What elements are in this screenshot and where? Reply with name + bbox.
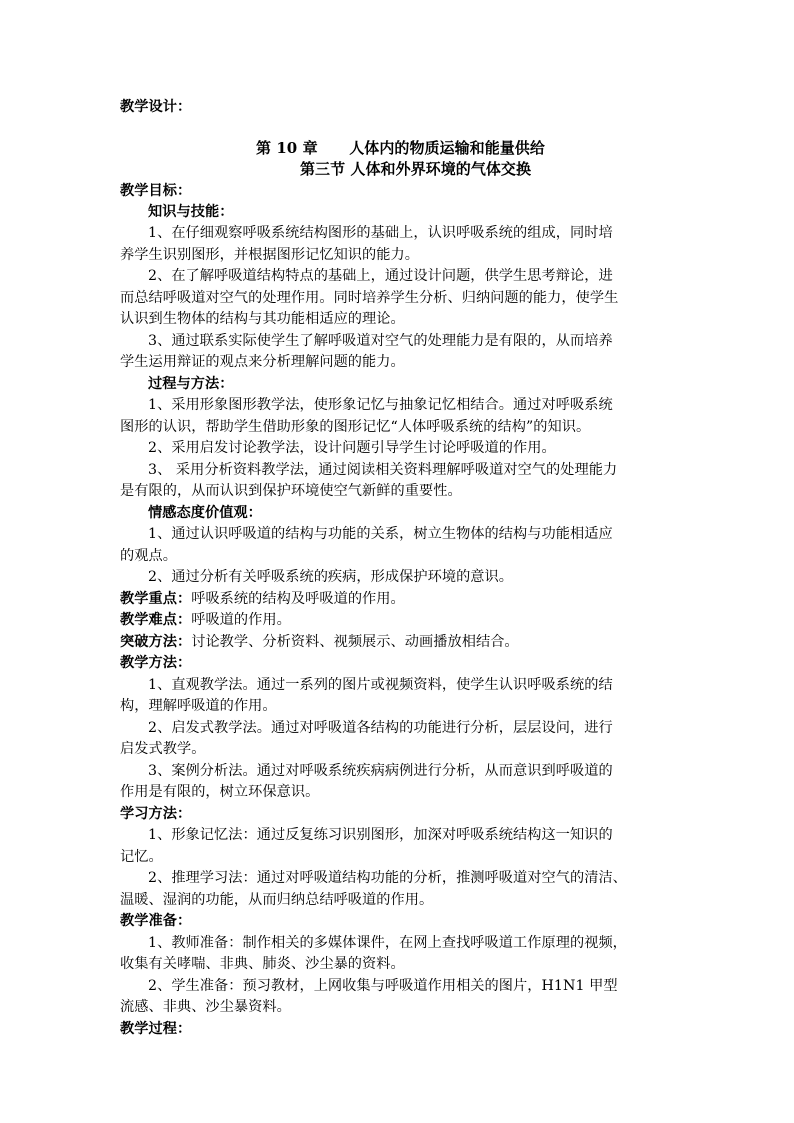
chapter-title: 第 10 章 人体内的物质运输和能量供给	[256, 139, 545, 157]
paragraph-line: 的观点。	[120, 548, 177, 564]
preparation-label: 教学准备：	[120, 913, 192, 929]
key-points-label: 教学重点：	[120, 591, 192, 607]
teaching-methods-label: 教学方法：	[120, 655, 192, 671]
paragraph-line: 1、采用形象图形教学法，使形象记忆与抽象记忆相结合。通过对呼吸系统	[148, 397, 613, 413]
paragraph-line: 2、启发式教学法。通过对呼吸道各结构的功能进行分析，层层设问，进行	[148, 720, 613, 736]
paragraph-line: 启发式教学。	[120, 741, 206, 757]
paragraph-line: 作用是有限的，树立环保意识。	[120, 784, 320, 800]
paragraph-line: 2、采用启发讨论教学法，设计问题引导学生讨论呼吸道的作用。	[148, 440, 556, 456]
objectives-label: 教学目标：	[120, 183, 192, 199]
paragraph-line: 收集有关哮喘、非典、肺炎、沙尘暴的资料。	[120, 956, 405, 972]
paragraph-line: 流感、非典、沙尘暴资料。	[120, 999, 291, 1015]
breakthrough	[120, 631, 690, 653]
paragraph-line: 1、通过认识呼吸道的结构与功能的关系，树立生物体的结构与功能相适应	[148, 526, 613, 542]
paragraph-line: 3、 采用分析资料教学法，通过阅读相关资料理解呼吸道对空气的处理能力	[148, 462, 618, 478]
learning-methods-label: 学习方法：	[120, 806, 192, 822]
paragraph-line: 而总结呼吸道对空气的处理作用。同时培养学生分析、归纳问题的能力，使学生	[120, 290, 619, 306]
key-points-text: 呼吸系统的结构及呼吸道的作用。	[191, 591, 405, 607]
breakthrough-text: 讨论教学、分析资料、视频展示、动画播放相结合。	[191, 634, 519, 650]
paragraph-line: 1、直观教学法。通过一系列的图片或视频资料，使学生认识呼吸系统的结	[148, 677, 613, 693]
paragraph-line: 2、学生准备：预习教材，上网收集与呼吸道作用相关的图片，H1N1 甲型	[148, 978, 618, 994]
difficulty-text: 呼吸道的作用。	[191, 612, 291, 628]
paragraph-line: 3、案例分析法。通过对呼吸系统疾病病例进行分析，从而意识到呼吸道的	[148, 763, 613, 779]
teaching-process-label: 教学过程：	[120, 1021, 192, 1037]
paragraph-line: 2、通过分析有关呼吸系统的疾病，形成保护环境的意识。	[148, 569, 514, 585]
paragraph-line: 1、教师准备：制作相关的多媒体课件，在网上查找呼吸道工作原理的视频，	[148, 935, 627, 951]
doc-heading: 教学设计：	[120, 99, 192, 115]
paragraph-line: 学生运用辩证的观点来分析理解问题的能力。	[120, 354, 405, 370]
breakthrough-label: 突破方法：	[120, 634, 192, 650]
difficulty-label: 教学难点：	[120, 612, 192, 628]
paragraph-line: 图形的认识，帮助学生借助形象的图形记忆“人体呼吸系统的结构”的知识。	[120, 419, 591, 435]
section-title: 第三节 人体和外界环境的气体交换	[300, 160, 532, 178]
paragraph-line: 3、通过联系实际使学生了解呼吸道对空气的处理能力是有限的，从而培养	[148, 333, 613, 349]
paragraph-line: 记忆。	[120, 849, 163, 865]
knowledge-label: 知识与技能：	[148, 204, 234, 220]
emotion-label: 情感态度价值观：	[148, 505, 262, 521]
paragraph-line: 1、在仔细观察呼吸系统结构图形的基础上，认识呼吸系统的组成，同时培	[148, 225, 613, 241]
paragraph-line: 认识到生物体的结构与其功能相适应的理论。	[120, 311, 405, 327]
paragraph-line: 是有限的，从而认识到保护环境使空气新鲜的重要性。	[120, 483, 462, 499]
paragraph-line: 1、形象记忆法：通过反复练习识别图形，加深对呼吸系统结构这一知识的	[148, 827, 613, 843]
paragraph-line: 2、在了解呼吸道结构特点的基础上，通过设计问题，供学生思考辩论，进	[148, 268, 613, 284]
paragraph-line: 构，理解呼吸道的作用。	[120, 698, 277, 714]
paragraph-line: 养学生识别图形，并根据图形记忆知识的能力。	[120, 247, 419, 263]
difficulty	[120, 609, 690, 631]
paragraph-line: 2、推理学习法：通过对呼吸道结构功能的分析，推测呼吸道对空气的清洁、	[148, 870, 627, 886]
process-method-label: 过程与方法：	[148, 376, 234, 392]
paragraph-line: 温暖、湿润的功能，从而归纳总结呼吸道的作用。	[120, 892, 434, 908]
key-points	[120, 588, 690, 610]
